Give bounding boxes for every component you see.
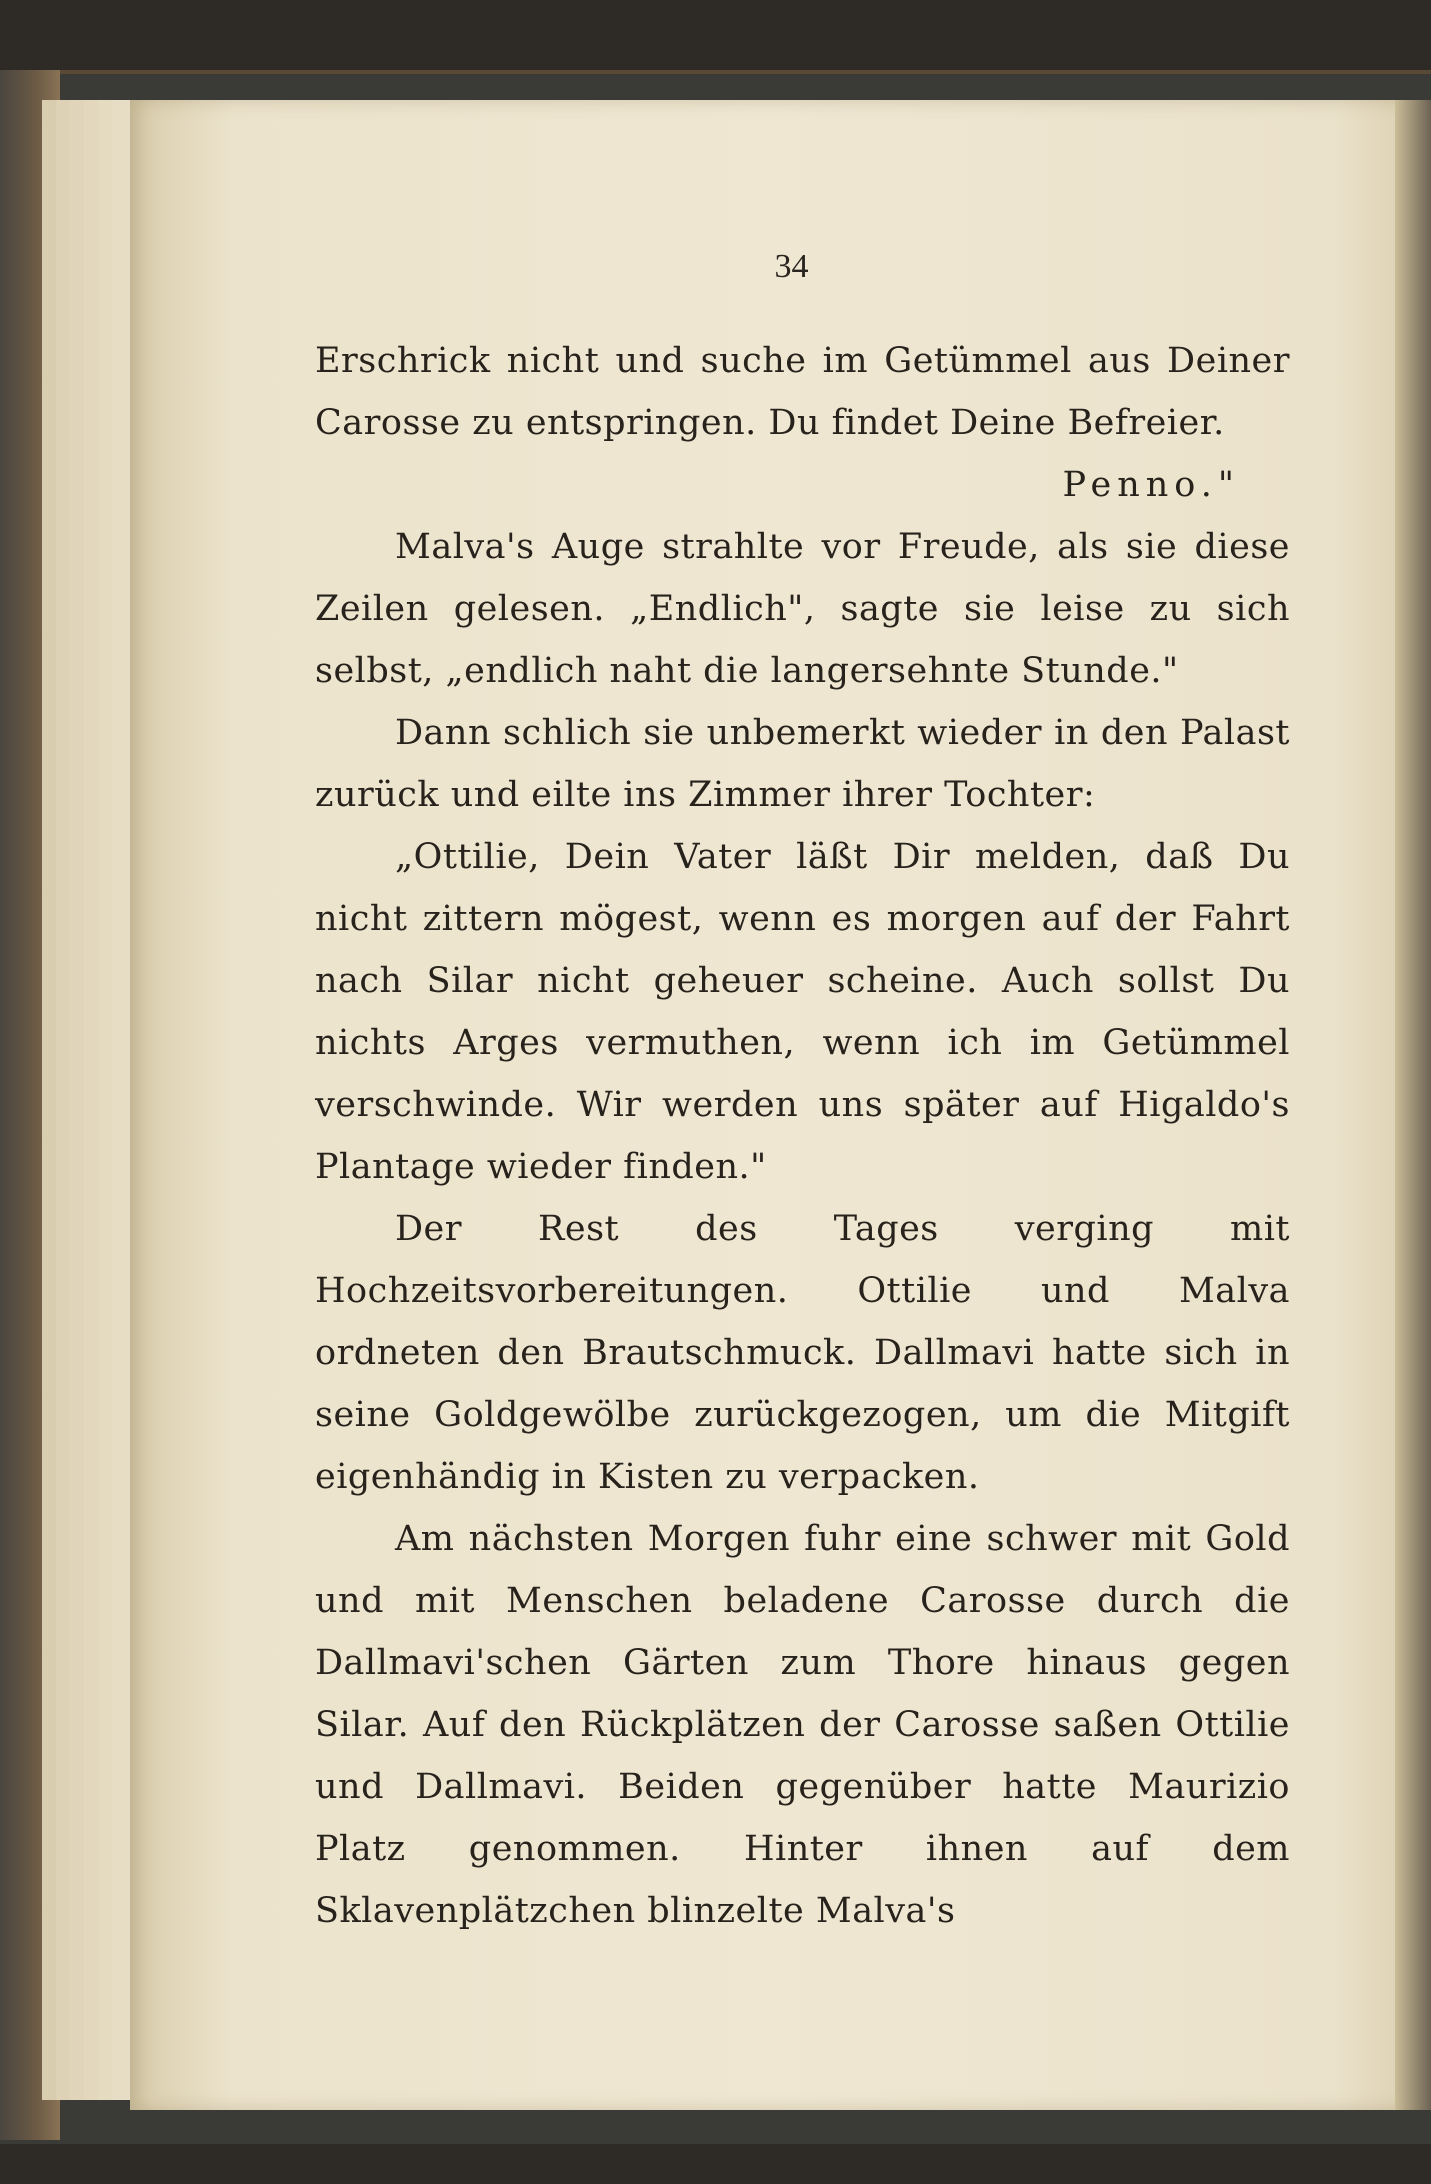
page-text [315,330,1290,1942]
paragraph: „Ottilie, Dein Vater läßt Dir melden, daß Du nicht zittern mögest, wenn es morgen auf der Fahrt nach Silar nicht geheuer scheine. Auch sollst Du nichts Arges vermuthen, wenn ich im Getümmel verschwinde. Wir werden uns später auf Higaldo's Plantage wieder finden." [315,837,1290,1187]
letter-signature: Penno." [1062,465,1240,505]
paragraph: Am nächsten Morgen fuhr eine schwer mit Gold und mit Menschen beladene Carosse durch die Dallmavi'schen Gärten zum Thore hinaus gegen Silar. Auf den Rückplätzen der Carosse saßen Ottilie und Dallmavi. Beiden gegenüber hatte Maurizio Platz genommen. Hinter ihnen auf dem Sklavenplätzchen blinzelte Malva's [315,1519,1290,1931]
page-number: 34 [774,248,809,285]
paragraph: Erschrick nicht und suche im Getümmel aus Deiner Carosse zu entspringen. Du findet Deine Befreier. [315,341,1290,443]
page-gutter-shadow [1395,100,1431,2110]
paragraph: Der Rest des Tages verging mit Hochzeitsvorbereitungen. Ottilie und Malva ordneten den Brautschmuck. Dallmavi hatte sich in seine Goldgewölbe zurückgezogen, um die Mitgift eigenhändig in Kisten zu verpacken. [315,1209,1290,1497]
paragraph: Dann schlich sie unbemerkt wieder in den Palast zurück und eilte ins Zimmer ihrer Tochter: [315,713,1290,815]
paragraph: Malva's Auge strahlte vor Freude, als sie diese Zeilen gelesen. „Endlich", sagte sie leise zu sich selbst, „endlich naht die langersehnte Stunde." [315,527,1290,691]
